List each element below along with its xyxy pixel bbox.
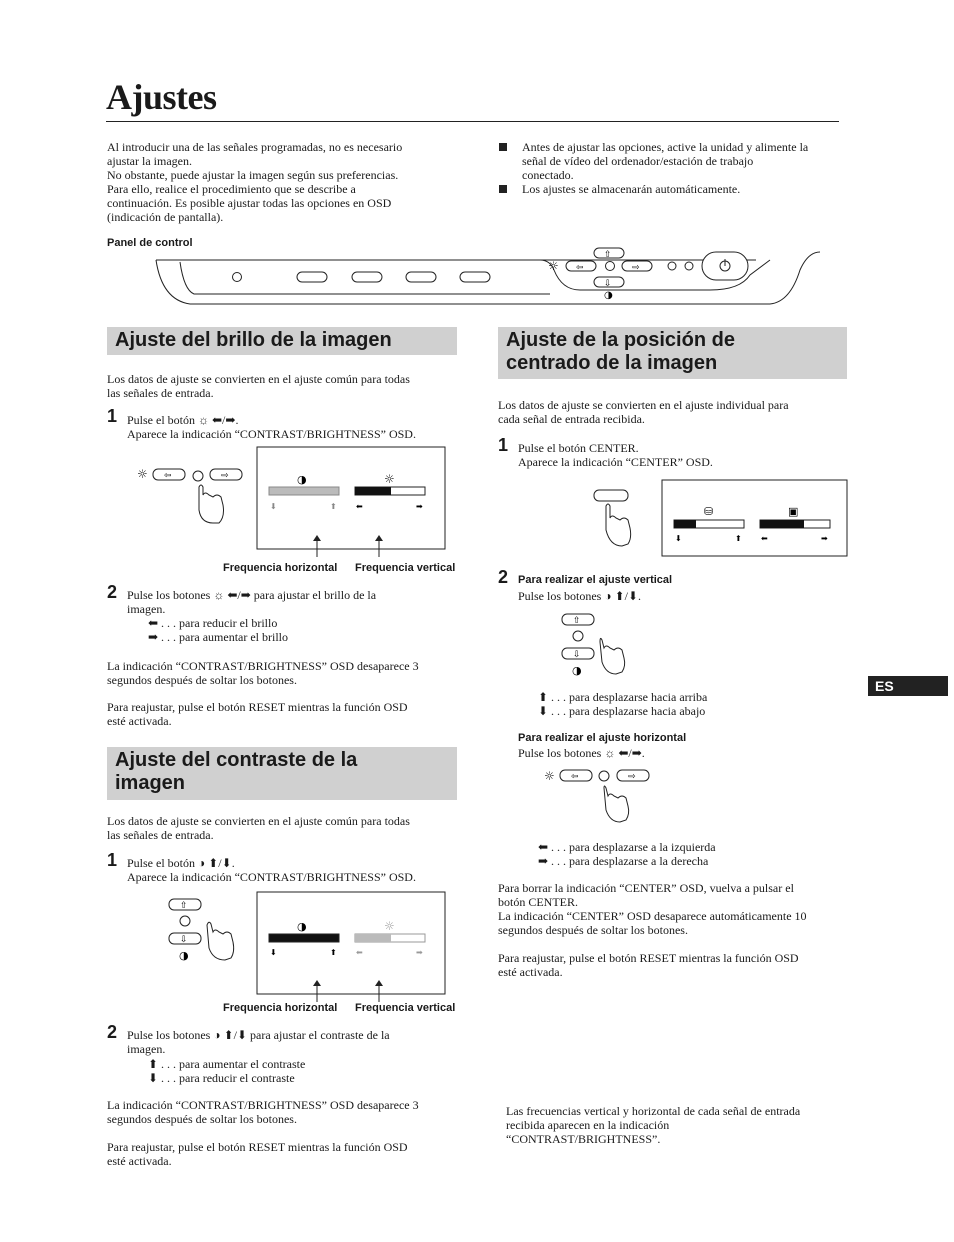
brightness-step1: Pulse el botón ☼ ⬅/➡. Aparece la indicación “CONTRAST/BRIGHTNESS” OSD. bbox=[127, 413, 416, 441]
step-number: 1 bbox=[498, 435, 509, 455]
svg-text:➡: ➡ bbox=[821, 534, 828, 543]
step-number: 2 bbox=[107, 582, 118, 602]
panel-label: Panel de control bbox=[107, 237, 193, 249]
brightness-step2: Pulse los botones ☼ ⬅/➡ para ajustar el brillo de la imagen. bbox=[127, 588, 377, 616]
title-rule bbox=[106, 121, 839, 122]
step-number: 1 bbox=[107, 850, 118, 870]
center-note2: Para reajustar, pulse el botón RESET mientras la función OSD esté activada. bbox=[498, 951, 799, 979]
svg-text:⇦: ⇦ bbox=[576, 263, 584, 273]
svg-text:⬅: ⬅ bbox=[356, 502, 363, 511]
step-number: 1 bbox=[107, 406, 118, 426]
svg-text:⇧: ⇧ bbox=[573, 616, 581, 626]
bullet-1: Antes de ajustar las opciones, active la unidad y alimente la señal de vídeo del ordenador/estación de trabajo conectado. bbox=[522, 140, 809, 182]
horizontal-adjust-text: Pulse los botones ☼ ⬅/➡. bbox=[518, 746, 645, 760]
control-panel-illustration bbox=[150, 240, 820, 310]
brightness-intro: Los datos de ajuste se convierten en el ajuste común para todas las señales de entrada. bbox=[107, 372, 410, 400]
vertical-adjust-title: Para realizar el ajuste vertical bbox=[518, 574, 673, 586]
svg-text:⇨: ⇨ bbox=[221, 471, 229, 481]
step-number: 2 bbox=[498, 567, 509, 587]
section-header-contrast: Ajuste del contraste de la imagen bbox=[107, 747, 457, 800]
contrast-osd-illustration bbox=[137, 890, 457, 1015]
svg-text:⇩: ⇩ bbox=[180, 935, 188, 945]
contrast-step1: Pulse el botón ◑ ⬆/⬇. Aparece la indicación “CONTRAST/BRIGHTNESS” OSD. bbox=[127, 856, 416, 884]
page-title: Ajustes bbox=[106, 77, 217, 117]
bullet-icon bbox=[499, 185, 507, 193]
center-intro: Los datos de ajuste se convierten en el ajuste individual para cada señal de entrada recibida. bbox=[498, 398, 789, 426]
horizontal-options: ⬅ . . . para desplazarse a la izquierda ➡ . . . para desplazarse a la derecha bbox=[538, 840, 716, 868]
svg-text:⬆: ⬆ bbox=[330, 502, 337, 511]
svg-text:☼: ☼ bbox=[548, 259, 559, 273]
svg-text:⇦: ⇦ bbox=[571, 772, 579, 782]
svg-text:⬅: ⬅ bbox=[761, 534, 768, 543]
contrast-note2: Para reajustar, pulse el botón RESET mientras la función OSD esté activada. bbox=[107, 1140, 408, 1168]
contrast-step2: Pulse los botones ◑ ⬆/⬇ para ajustar el contraste de la imagen. bbox=[127, 1028, 390, 1056]
svg-text:◑: ◑ bbox=[179, 949, 189, 962]
center-osd-illustration bbox=[590, 478, 850, 558]
intro-text: Al introducir una de las señales programadas, no es necesario ajustar la imagen. No obstante, puede ajustar la imagen según sus preferencias. Para ello, realice el procedimiento que se describe a continuación. Es posible ajustar todas las opciones en OSD (indicación de pantalla). bbox=[107, 140, 403, 224]
svg-text:⬇: ⬇ bbox=[270, 502, 277, 511]
svg-text:☼: ☼ bbox=[384, 919, 395, 933]
svg-text:☼: ☼ bbox=[137, 467, 148, 481]
svg-text:⇩: ⇩ bbox=[573, 650, 581, 660]
svg-text:⇧: ⇧ bbox=[604, 250, 612, 260]
footnote: Las frecuencias vertical y horizontal de cada señal de entrada recibida aparecen en la indicación “CONTRAST/BRIGHTNESS”. bbox=[506, 1104, 801, 1146]
horizontal-buttons-illustration bbox=[544, 766, 664, 826]
svg-text:➡: ➡ bbox=[416, 948, 423, 957]
svg-text:◑: ◑ bbox=[572, 664, 582, 677]
svg-text:⇨: ⇨ bbox=[632, 263, 640, 273]
language-tab: ES bbox=[868, 676, 948, 696]
center-note1: Para borrar la indicación “CENTER” OSD, vuelva a pulsar el botón CENTER. La indicación “CENTER” OSD desaparece automáticamente 10 segundos después de soltar los botones. bbox=[498, 881, 807, 937]
section-header-center: Ajuste de la posición de centrado de la imagen bbox=[498, 327, 847, 379]
vertical-adjust-text: Pulse los botones ◑ ⬆/⬇. bbox=[518, 589, 642, 603]
vertical-buttons-illustration bbox=[560, 612, 640, 682]
center-step1: Pulse el botón CENTER. Aparece la indicación “CENTER” OSD. bbox=[518, 441, 713, 469]
svg-text:⇦: ⇦ bbox=[164, 471, 172, 481]
svg-text:⬇: ⬇ bbox=[270, 948, 277, 957]
svg-text:⬆: ⬆ bbox=[735, 534, 742, 543]
svg-text:⬆: ⬆ bbox=[330, 948, 337, 957]
svg-text:⬇: ⬇ bbox=[675, 534, 682, 543]
svg-text:⇨: ⇨ bbox=[628, 772, 636, 782]
step-number: 2 bbox=[107, 1022, 118, 1042]
contrast-note1: La indicación “CONTRAST/BRIGHTNESS” OSD desaparece 3 segundos después de soltar los botones. bbox=[107, 1098, 419, 1126]
freq-v-label: Frequencia vertical bbox=[355, 562, 456, 574]
svg-text:◑: ◑ bbox=[297, 473, 307, 486]
freq-h-label: Frequencia horizontal bbox=[223, 562, 338, 574]
svg-text:⇧: ⇧ bbox=[180, 901, 188, 911]
svg-text:☼: ☼ bbox=[384, 472, 395, 486]
svg-text:⬅: ⬅ bbox=[356, 948, 363, 957]
svg-text:⛁: ⛁ bbox=[704, 505, 714, 518]
vertical-options: ⬆ . . . para desplazarse hacia arriba ⬇ . . . para desplazarse hacia abajo bbox=[538, 690, 708, 718]
brightness-note1: La indicación “CONTRAST/BRIGHTNESS” OSD desaparece 3 segundos después de soltar los botones. bbox=[107, 659, 419, 687]
brightness-options: ⬅ . . . para reducir el brillo ➡ . . . para aumentar el brillo bbox=[148, 616, 289, 644]
brightness-note2: Para reajustar, pulse el botón RESET mientras la función OSD esté activada. bbox=[107, 700, 408, 728]
svg-text:▣: ▣ bbox=[788, 505, 799, 518]
section-header-brightness: Ajuste del brillo de la imagen bbox=[107, 327, 457, 355]
svg-text:➡: ➡ bbox=[416, 502, 423, 511]
freq-v-label: Frequencia vertical bbox=[355, 1002, 456, 1014]
bullet-icon bbox=[499, 143, 507, 151]
freq-h-label: Frequencia horizontal bbox=[223, 1002, 338, 1014]
contrast-options: ⬆ . . . para aumentar el contraste ⬇ . . . para reducir el contraste bbox=[148, 1057, 306, 1085]
horizontal-adjust-title: Para realizar el ajuste horizontal bbox=[518, 732, 687, 744]
svg-text:◑: ◑ bbox=[297, 920, 307, 933]
svg-text:◑: ◑ bbox=[604, 290, 613, 301]
bullet-2: Los ajustes se almacenarán automáticamente. bbox=[522, 182, 741, 196]
svg-text:☼: ☼ bbox=[544, 769, 555, 783]
svg-text:⇩: ⇩ bbox=[604, 279, 612, 289]
contrast-intro: Los datos de ajuste se convierten en el ajuste común para todas las señales de entrada. bbox=[107, 814, 410, 842]
brightness-osd-illustration bbox=[137, 445, 457, 575]
